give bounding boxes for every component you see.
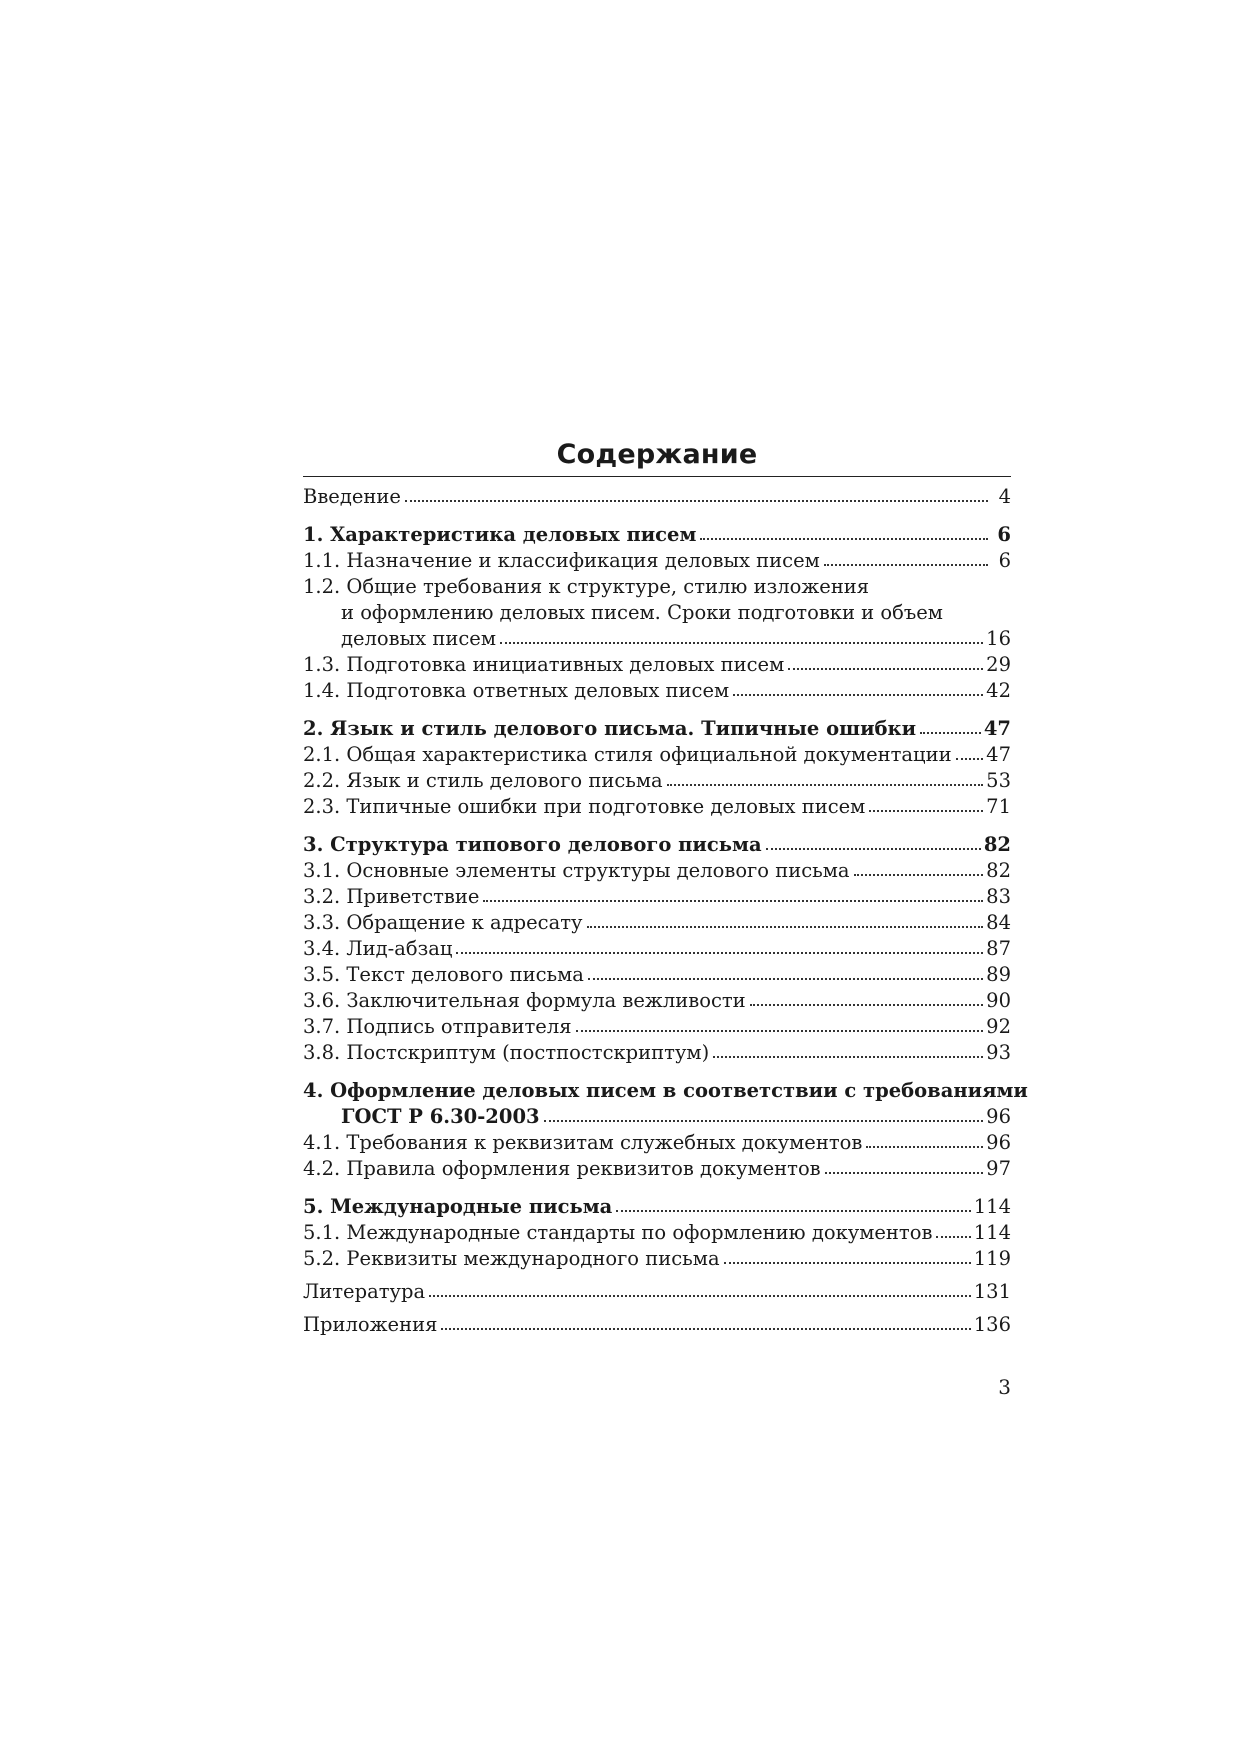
dot-leader [866, 1142, 983, 1148]
dot-leader [713, 1052, 983, 1058]
toc-entry-page: 114 [973, 1221, 1011, 1244]
toc-entry-label: 1.4. Подготовка ответных деловых писем [303, 679, 730, 702]
toc-entry-3-7[interactable] [303, 1014, 1011, 1040]
toc-entry-3-3[interactable] [303, 910, 1011, 936]
toc-entry-label: 5. Международные письма [303, 1195, 613, 1218]
dot-leader [483, 896, 983, 902]
dot-leader [788, 664, 983, 670]
toc-entry-page: 84 [986, 911, 1011, 934]
toc-entry-3-5[interactable] [303, 962, 1011, 988]
toc-entry-4-1[interactable] [303, 1130, 1011, 1156]
toc-entry-page: 16 [986, 627, 1011, 650]
toc-entry-page: 131 [973, 1280, 1011, 1303]
toc-entry-page: 47 [986, 743, 1011, 766]
toc-entry-label-line1: 1.2. Общие требования к структуре, стилю изложения [303, 575, 870, 598]
dot-leader [700, 534, 988, 540]
toc-entry-3-4[interactable] [303, 936, 1011, 962]
toc-chapter-3[interactable] [303, 832, 1011, 858]
dot-leader [588, 974, 983, 980]
toc-entry-page: 53 [986, 769, 1011, 792]
toc-entry-3-2[interactable] [303, 884, 1011, 910]
toc-entry-literature[interactable] [303, 1279, 1011, 1305]
toc-entry-page: 83 [986, 885, 1011, 908]
toc-entry-label: 3.5. Текст делового письма [303, 963, 584, 986]
toc-entry-label: 3. Структура типового делового письма [303, 833, 762, 856]
toc-chapter-4[interactable] [303, 1078, 1028, 1130]
toc-entry-4-2[interactable] [303, 1156, 1011, 1182]
toc-entry-label: 1.1. Назначение и классификация деловых писем [303, 549, 820, 572]
toc-entry-1-4[interactable] [303, 678, 1011, 704]
toc-entry-label: 3.3. Обращение к адресату [303, 911, 583, 934]
toc-entry-page: 90 [986, 989, 1011, 1012]
toc-entry-label: 3.8. Постскриптум (постпостскриптум) [303, 1041, 710, 1064]
toc-entry-page: 6 [998, 549, 1011, 572]
toc-entry-label: Литература [303, 1280, 426, 1303]
toc-entry-label: 3.7. Подпись отправителя [303, 1015, 572, 1038]
dot-leader [750, 1000, 983, 1006]
toc-entry-page: 119 [973, 1247, 1011, 1270]
toc-entry-label: 5.1. Международные стандарты по оформлению документов [303, 1221, 933, 1244]
dot-leader [667, 780, 983, 786]
toc-entry-1-2[interactable] [303, 574, 1011, 652]
dot-leader [500, 638, 983, 644]
toc-entry-page: 96 [986, 1105, 1011, 1128]
toc-entry-appendix[interactable] [303, 1312, 1011, 1338]
dot-leader [920, 728, 981, 734]
toc-entry-label: 4.2. Правила оформления реквизитов документов [303, 1157, 821, 1180]
dot-leader [456, 948, 983, 954]
toc-entry-page: 71 [986, 795, 1011, 818]
dot-leader [544, 1116, 984, 1122]
toc-entry-page: 6 [997, 523, 1011, 546]
toc-entry-page: 96 [986, 1131, 1011, 1154]
toc-entry-5-2[interactable] [303, 1246, 1011, 1272]
toc-entry-page: 29 [986, 653, 1011, 676]
dot-leader [724, 1258, 971, 1264]
toc-entry-page: 42 [986, 679, 1011, 702]
title-rule [303, 476, 1011, 477]
toc-entry-label: 2.2. Язык и стиль делового письма [303, 769, 663, 792]
dot-leader [869, 806, 983, 812]
table-of-contents [303, 434, 1028, 1338]
toc-entry-intro[interactable] [303, 484, 1011, 510]
toc-entry-label-line2: ГОСТ Р 6.30-2003 [341, 1105, 540, 1128]
toc-entry-page: 97 [986, 1157, 1011, 1180]
toc-entry-5-1[interactable] [303, 1220, 1011, 1246]
toc-entry-label: 4.1. Требования к реквизитам служебных документов [303, 1131, 863, 1154]
toc-entry-label-line2: и оформлению деловых писем. Сроки подготовки и объем [341, 601, 943, 624]
toc-entry-page: 87 [986, 937, 1011, 960]
toc-entry-label: Введение [303, 485, 401, 508]
toc-entry-3-6[interactable] [303, 988, 1011, 1014]
page-title: Содержание [556, 439, 758, 470]
toc-entry-page: 136 [973, 1313, 1011, 1336]
toc-chapter-1[interactable] [303, 522, 1011, 548]
toc-entry-label: 2.1. Общая характеристика стиля официальной документации [303, 743, 952, 766]
dot-leader [936, 1232, 970, 1238]
toc-entry-page: 4 [998, 485, 1011, 508]
toc-entry-label: 1.3. Подготовка инициативных деловых писем [303, 653, 785, 676]
toc-entry-2-2[interactable] [303, 768, 1011, 794]
dot-leader [733, 690, 983, 696]
dot-leader [405, 496, 988, 502]
dot-leader [824, 560, 988, 566]
toc-entry-page: 47 [983, 717, 1011, 740]
page-number: 3 [998, 1375, 1011, 1399]
dot-leader [616, 1206, 970, 1212]
toc-entry-label: 3.1. Основные элементы структуры делового письма [303, 859, 850, 882]
toc-chapter-5[interactable] [303, 1194, 1011, 1220]
dot-leader [766, 844, 981, 850]
toc-entry-3-8[interactable] [303, 1040, 1011, 1066]
toc-entry-label-line1: 4. Оформление деловых писем в соответствии с требованиями [303, 1079, 1028, 1102]
toc-entry-label: 2. Язык и стиль делового письма. Типичные ошибки [303, 717, 917, 740]
toc-entry-label: 3.2. Приветствие [303, 885, 480, 908]
dot-leader [956, 754, 984, 760]
toc-entry-label: Приложения [303, 1313, 438, 1336]
toc-chapter-2[interactable] [303, 716, 1011, 742]
toc-entry-label: 3.6. Заключительная формула вежливости [303, 989, 746, 1012]
toc-entry-2-3[interactable] [303, 794, 1011, 820]
dot-leader [576, 1026, 984, 1032]
toc-entry-1-1[interactable] [303, 548, 1011, 574]
toc-entry-page: 82 [986, 859, 1011, 882]
toc-entry-page: 93 [986, 1041, 1011, 1064]
toc-entry-label: 5.2. Реквизиты международного письма [303, 1247, 720, 1270]
dot-leader [587, 922, 984, 928]
toc-entry-3-1[interactable] [303, 858, 1011, 884]
dot-leader [825, 1168, 984, 1174]
toc-entry-1-3[interactable] [303, 652, 1011, 678]
toc-entry-label-line3: деловых писем [341, 627, 496, 650]
toc-entry-label: 1. Характеристика деловых писем [303, 523, 697, 546]
toc-entry-label: 2.3. Типичные ошибки при подготовке деловых писем [303, 795, 866, 818]
toc-entry-label: 3.4. Лид-абзац [303, 937, 453, 960]
toc-entry-2-1[interactable] [303, 742, 1011, 768]
toc-entry-page: 82 [983, 833, 1011, 856]
toc-entry-page: 89 [986, 963, 1011, 986]
dot-leader [429, 1291, 971, 1297]
toc-entry-page: 114 [973, 1195, 1011, 1218]
toc-entry-page: 92 [986, 1015, 1011, 1038]
dot-leader [854, 870, 984, 876]
dot-leader [441, 1324, 970, 1330]
